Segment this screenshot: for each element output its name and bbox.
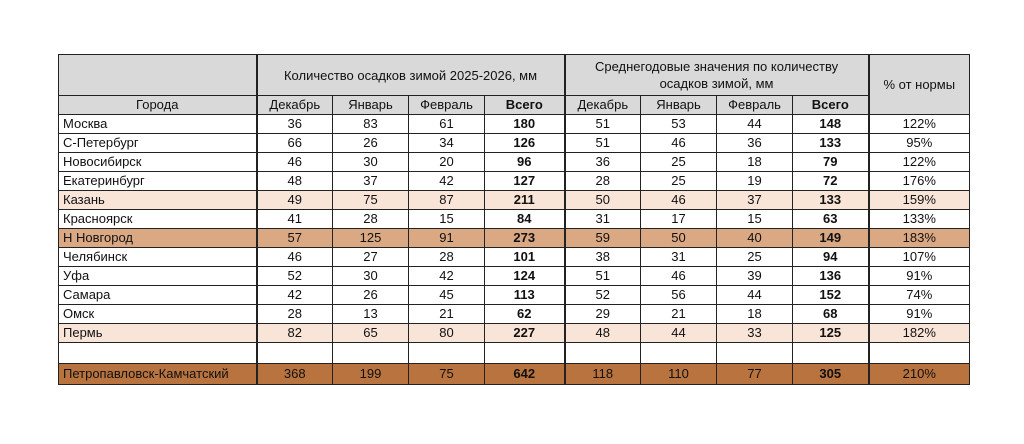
current-month-cell: 42 xyxy=(409,267,485,286)
current-month-cell: 199 xyxy=(333,364,409,385)
norm-month-cell: 40 xyxy=(717,229,793,248)
current-month-cell: 75 xyxy=(409,364,485,385)
current-month-cell: 57 xyxy=(257,229,333,248)
table-row xyxy=(59,134,970,153)
percent-of-norm-cell: 159% xyxy=(869,191,970,210)
norm-month-cell: 53 xyxy=(641,115,717,134)
norm-month-cell: 56 xyxy=(641,286,717,305)
empty-cell xyxy=(485,343,565,364)
table-row xyxy=(59,153,970,172)
current-month-cell: 28 xyxy=(409,248,485,267)
city-name-cell: Челябинск xyxy=(59,248,257,267)
current-month-cell: 52 xyxy=(257,267,333,286)
current-month-cell: 45 xyxy=(409,286,485,305)
current-total-cell: 227 xyxy=(485,324,565,343)
norm-month-cell: 77 xyxy=(717,364,793,385)
norm-total-cell: 94 xyxy=(793,248,869,267)
norm-month-cell: 110 xyxy=(641,364,717,385)
norm-month-cell: 25 xyxy=(641,172,717,191)
header-percent-of-norm: % от нормы xyxy=(869,55,970,115)
norm-total-cell: 149 xyxy=(793,229,869,248)
table-row xyxy=(59,172,970,191)
current-month-cell: 80 xyxy=(409,324,485,343)
current-month-cell: 41 xyxy=(257,210,333,229)
precipitation-table-container xyxy=(58,54,969,385)
city-name-cell: Екатеринбург xyxy=(59,172,257,191)
header-current-col: Декабрь xyxy=(257,96,333,115)
current-total-cell: 180 xyxy=(485,115,565,134)
current-month-cell: 34 xyxy=(409,134,485,153)
percent-of-norm-cell: 91% xyxy=(869,305,970,324)
norm-month-cell: 29 xyxy=(565,305,641,324)
current-month-cell: 20 xyxy=(409,153,485,172)
current-month-cell: 30 xyxy=(333,153,409,172)
current-month-cell: 61 xyxy=(409,115,485,134)
empty-cell xyxy=(409,343,485,364)
current-total-cell: 113 xyxy=(485,286,565,305)
norm-month-cell: 18 xyxy=(717,305,793,324)
norm-month-cell: 52 xyxy=(565,286,641,305)
city-name-cell: Уфа xyxy=(59,267,257,286)
header-average-norm: Среднегодовые значения по количеству осадков зимой, мм xyxy=(565,55,869,96)
empty-cell xyxy=(641,343,717,364)
city-name-cell: Москва xyxy=(59,115,257,134)
norm-total-cell: 148 xyxy=(793,115,869,134)
current-month-cell: 46 xyxy=(257,153,333,172)
empty-cell xyxy=(333,343,409,364)
norm-month-cell: 50 xyxy=(565,191,641,210)
norm-month-cell: 31 xyxy=(565,210,641,229)
header-subcolumns-row xyxy=(59,96,970,115)
norm-month-cell: 51 xyxy=(565,115,641,134)
norm-month-cell: 44 xyxy=(717,286,793,305)
city-name-cell: Самара xyxy=(59,286,257,305)
norm-total-cell: 79 xyxy=(793,153,869,172)
norm-month-cell: 33 xyxy=(717,324,793,343)
current-total-cell: 62 xyxy=(485,305,565,324)
header-norm-col: Декабрь xyxy=(565,96,641,115)
norm-month-cell: 46 xyxy=(641,267,717,286)
norm-month-cell: 118 xyxy=(565,364,641,385)
current-month-cell: 49 xyxy=(257,191,333,210)
current-month-cell: 125 xyxy=(333,229,409,248)
city-name-cell: Пермь xyxy=(59,324,257,343)
current-total-cell: 84 xyxy=(485,210,565,229)
header-blank-cell xyxy=(59,55,257,96)
norm-month-cell: 18 xyxy=(717,153,793,172)
empty-cell xyxy=(565,343,641,364)
norm-month-cell: 36 xyxy=(565,153,641,172)
percent-of-norm-cell: 210% xyxy=(869,364,970,385)
current-month-cell: 36 xyxy=(257,115,333,134)
city-name-cell: Красноярск xyxy=(59,210,257,229)
header-norm-col: Февраль xyxy=(717,96,793,115)
current-month-cell: 83 xyxy=(333,115,409,134)
current-month-cell: 27 xyxy=(333,248,409,267)
table-row xyxy=(59,191,970,210)
header-norm-col: Январь xyxy=(641,96,717,115)
table-row xyxy=(59,210,970,229)
current-month-cell: 42 xyxy=(257,286,333,305)
current-total-cell: 124 xyxy=(485,267,565,286)
percent-of-norm-cell: 183% xyxy=(869,229,970,248)
norm-month-cell: 46 xyxy=(641,191,717,210)
norm-total-cell: 133 xyxy=(793,191,869,210)
current-month-cell: 15 xyxy=(409,210,485,229)
norm-month-cell: 19 xyxy=(717,172,793,191)
current-total-cell: 101 xyxy=(485,248,565,267)
empty-cell xyxy=(257,343,333,364)
norm-month-cell: 51 xyxy=(565,267,641,286)
norm-month-cell: 28 xyxy=(565,172,641,191)
table-row xyxy=(59,286,970,305)
percent-of-norm-cell: 182% xyxy=(869,324,970,343)
percent-of-norm-cell: 133% xyxy=(869,210,970,229)
norm-month-cell: 44 xyxy=(717,115,793,134)
current-month-cell: 30 xyxy=(333,267,409,286)
header-current-col: Январь xyxy=(333,96,409,115)
norm-month-cell: 50 xyxy=(641,229,717,248)
norm-total-cell: 72 xyxy=(793,172,869,191)
current-month-cell: 28 xyxy=(257,305,333,324)
norm-month-cell: 21 xyxy=(641,305,717,324)
table-row xyxy=(59,324,970,343)
percent-of-norm-cell: 107% xyxy=(869,248,970,267)
current-month-cell: 82 xyxy=(257,324,333,343)
percent-of-norm-cell: 122% xyxy=(869,153,970,172)
norm-month-cell: 25 xyxy=(717,248,793,267)
percent-of-norm-cell: 91% xyxy=(869,267,970,286)
current-total-cell: 127 xyxy=(485,172,565,191)
norm-month-cell: 31 xyxy=(641,248,717,267)
norm-month-cell: 48 xyxy=(565,324,641,343)
table-body xyxy=(59,115,970,385)
norm-month-cell: 25 xyxy=(641,153,717,172)
current-month-cell: 42 xyxy=(409,172,485,191)
norm-month-cell: 44 xyxy=(641,324,717,343)
table-row xyxy=(59,364,970,385)
percent-of-norm-cell: 122% xyxy=(869,115,970,134)
current-month-cell: 21 xyxy=(409,305,485,324)
header-current-col: Февраль xyxy=(409,96,485,115)
empty-cell xyxy=(793,343,869,364)
current-month-cell: 48 xyxy=(257,172,333,191)
current-month-cell: 37 xyxy=(333,172,409,191)
norm-month-cell: 38 xyxy=(565,248,641,267)
city-name-cell: Н Новгород xyxy=(59,229,257,248)
current-total-cell: 211 xyxy=(485,191,565,210)
table-row xyxy=(59,305,970,324)
header-current-winter: Количество осадков зимой 2025-2026, мм xyxy=(257,55,565,96)
current-total-cell: 642 xyxy=(485,364,565,385)
city-name-cell: Омск xyxy=(59,305,257,324)
norm-month-cell: 36 xyxy=(717,134,793,153)
table-row xyxy=(59,267,970,286)
current-month-cell: 75 xyxy=(333,191,409,210)
table-row xyxy=(59,115,970,134)
norm-total-cell: 125 xyxy=(793,324,869,343)
header-norm-col: Всего xyxy=(793,96,869,115)
norm-total-cell: 136 xyxy=(793,267,869,286)
current-month-cell: 66 xyxy=(257,134,333,153)
table-row xyxy=(59,229,970,248)
current-month-cell: 65 xyxy=(333,324,409,343)
current-total-cell: 96 xyxy=(485,153,565,172)
city-name-cell: Петропавловск-Камчатский xyxy=(59,364,257,385)
norm-month-cell: 39 xyxy=(717,267,793,286)
header-cities: Города xyxy=(59,96,257,115)
norm-month-cell: 46 xyxy=(641,134,717,153)
norm-month-cell: 15 xyxy=(717,210,793,229)
empty-cell xyxy=(59,343,257,364)
norm-total-cell: 133 xyxy=(793,134,869,153)
current-month-cell: 91 xyxy=(409,229,485,248)
norm-month-cell: 17 xyxy=(641,210,717,229)
empty-cell xyxy=(869,343,970,364)
percent-of-norm-cell: 74% xyxy=(869,286,970,305)
city-name-cell: С-Петербург xyxy=(59,134,257,153)
norm-total-cell: 305 xyxy=(793,364,869,385)
norm-month-cell: 51 xyxy=(565,134,641,153)
header-current-col: Всего xyxy=(485,96,565,115)
city-name-cell: Казань xyxy=(59,191,257,210)
current-month-cell: 26 xyxy=(333,134,409,153)
empty-cell xyxy=(717,343,793,364)
current-month-cell: 368 xyxy=(257,364,333,385)
current-total-cell: 273 xyxy=(485,229,565,248)
spacer-row xyxy=(59,343,970,364)
norm-month-cell: 37 xyxy=(717,191,793,210)
norm-month-cell: 59 xyxy=(565,229,641,248)
current-month-cell: 26 xyxy=(333,286,409,305)
norm-total-cell: 63 xyxy=(793,210,869,229)
current-month-cell: 46 xyxy=(257,248,333,267)
table-row xyxy=(59,248,970,267)
percent-of-norm-cell: 95% xyxy=(869,134,970,153)
norm-total-cell: 68 xyxy=(793,305,869,324)
city-name-cell: Новосибирск xyxy=(59,153,257,172)
current-month-cell: 87 xyxy=(409,191,485,210)
norm-total-cell: 152 xyxy=(793,286,869,305)
current-month-cell: 28 xyxy=(333,210,409,229)
percent-of-norm-cell: 176% xyxy=(869,172,970,191)
current-month-cell: 13 xyxy=(333,305,409,324)
current-total-cell: 126 xyxy=(485,134,565,153)
precipitation-table xyxy=(58,54,970,385)
